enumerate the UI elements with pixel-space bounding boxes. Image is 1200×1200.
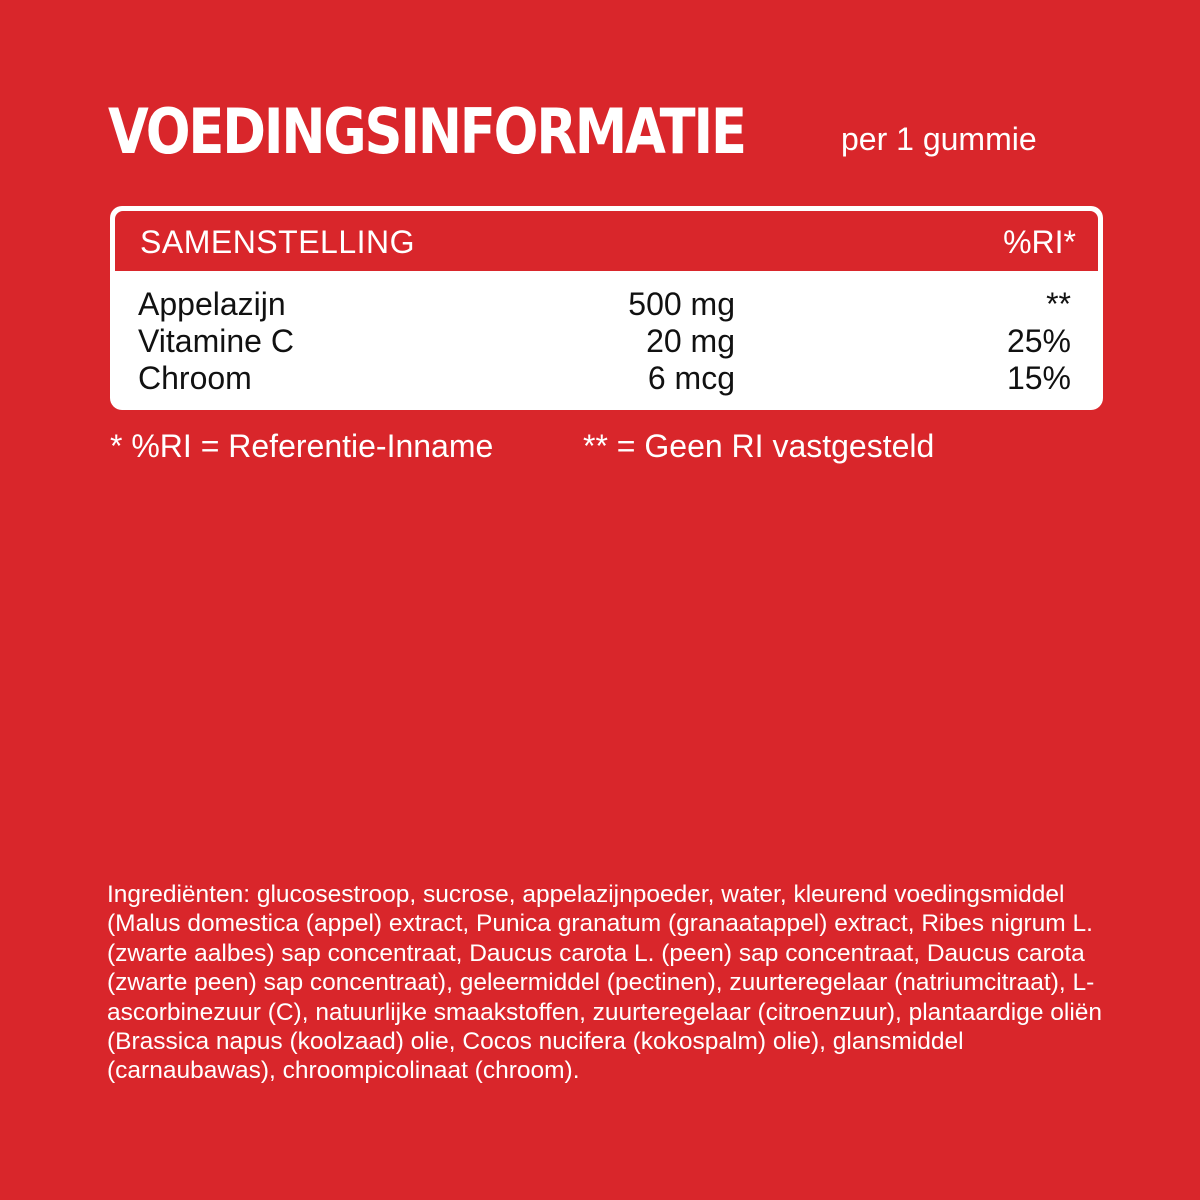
nutrition-table xyxy=(110,206,1103,410)
title-row xyxy=(108,92,1108,172)
row-ri: ** xyxy=(1046,286,1071,322)
row-name: Appelazijn xyxy=(138,286,286,322)
row-name: Vitamine C xyxy=(138,323,294,359)
table-row xyxy=(110,360,1103,397)
table-header xyxy=(115,211,1098,271)
table-row xyxy=(110,286,1103,323)
row-amount: 20 mg xyxy=(646,323,735,359)
serving-size: per 1 gummie xyxy=(841,121,1037,157)
page-title: VOEDINGSINFORMATIE xyxy=(108,95,745,168)
table-row xyxy=(110,323,1103,360)
row-amount: 500 mg xyxy=(628,286,735,322)
footnote-no-ri: ** = Geen RI vastgesteld xyxy=(583,428,935,464)
header-composition: SAMENSTELLING xyxy=(140,224,416,260)
footnote-ri-definition: * %RI = Referentie-Inname xyxy=(110,428,494,464)
row-amount: 6 mcg xyxy=(647,360,735,396)
row-name: Chroom xyxy=(138,360,252,396)
ingredients-text: Ingrediënten: glucosestroop, sucrose, appelazijnpoeder, water, kleurend voedingsmiddel (Malus domestica (appel) extract, Punica granatum (granaatappel) extract, Ribes nigrum L. (zwarte aalbes) sap concentraat, Daucus carota L. (peen) sap concentraat, Daucus carota (zwarte peen) sap concentraat), geleermiddel (pectinen), zuurteregelaar (natriumcitraat), L-ascorbinezuur (C), natuurlijke smaakstoffen, zuurteregelaar (citroenzuur), plantaardige oliën (Brassica napus (koolzaad) olie, Cocos nucifera (kokospalm) olie), glansmiddel (carnaubawas), chroompicolinaat (chroom). xyxy=(107,881,1103,1085)
header-ri: %RI* xyxy=(1003,224,1076,260)
row-ri: 25% xyxy=(1006,323,1071,359)
row-ri: 15% xyxy=(1006,360,1071,396)
